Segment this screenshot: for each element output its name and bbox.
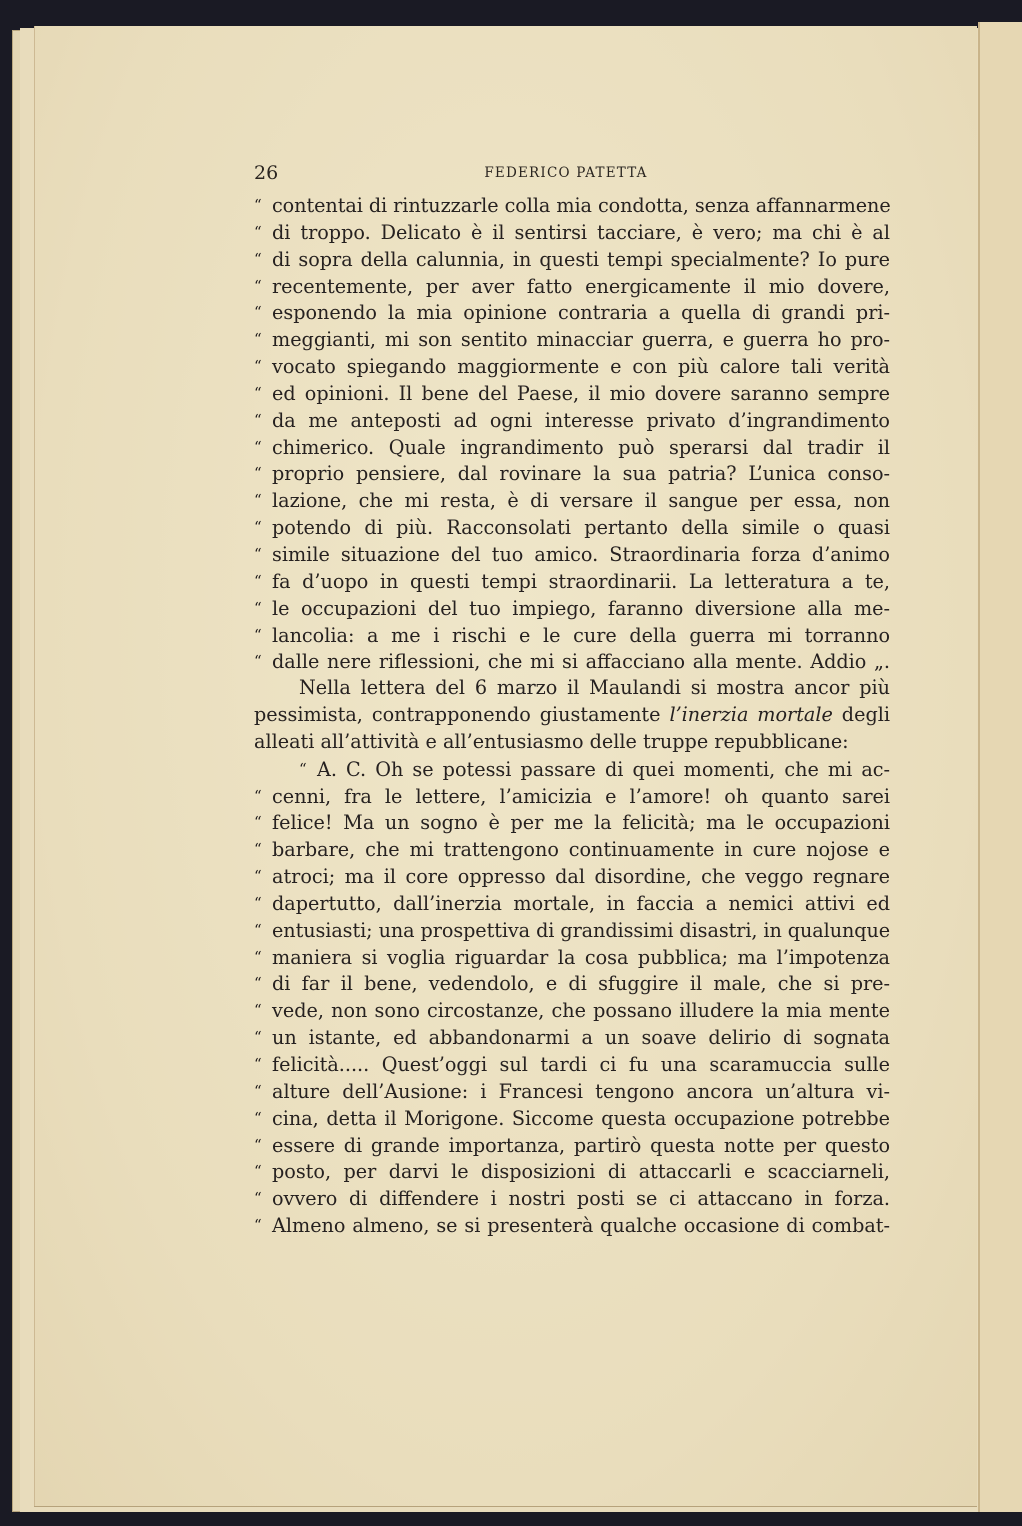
line-text: da me anteposti ad ogni interesse privato d’ingrandimento xyxy=(272,408,890,432)
text-line xyxy=(254,514,890,541)
text-line xyxy=(254,622,890,649)
text-line xyxy=(254,944,890,971)
line-text: cenni, fra le lettere, l’amicizia e l’amore! oh quanto sarei xyxy=(272,784,890,808)
text-line xyxy=(254,729,890,756)
text-line xyxy=(254,917,890,944)
text-line xyxy=(254,702,890,729)
quote-mark: “ xyxy=(254,867,262,886)
text-line xyxy=(254,1158,890,1185)
quote-mark: “ xyxy=(254,518,262,537)
quote-mark: “ xyxy=(254,1189,262,1208)
line-text: meggianti, mi son sentito minacciar guerra, e guerra ho pro- xyxy=(272,328,890,352)
line-text: vocato spiegando maggiormente e con più calore tali verità xyxy=(272,355,890,379)
line-text: cina, detta il Morigone. Siccome questa occupazione potrebbe xyxy=(272,1106,890,1130)
line-text: alture dell’Ausione: i Francesi tengono ancora un’altura vi- xyxy=(272,1079,890,1103)
line-text: di far il bene, vedendolo, e di sfuggire il male, che si pre- xyxy=(272,972,890,996)
line-text: un istante, ed abbandonarmi a un soave delirio di sognata xyxy=(272,1026,890,1050)
line-text: felice! Ma un sogno è per me la felicità; ma le occupazioni xyxy=(272,811,890,835)
text-line xyxy=(254,1185,890,1212)
line-text: Almeno almeno, se si presenterà qualche occasione di combat- xyxy=(272,1214,890,1238)
quote-mark: “ xyxy=(254,920,262,939)
page-header xyxy=(254,162,878,186)
text-line xyxy=(254,783,890,810)
quote-mark: “ xyxy=(254,625,262,644)
text-line xyxy=(254,1051,890,1078)
quote-mark: “ xyxy=(254,893,262,912)
line-text: dalle nere riflessioni, che mi si affacciano alla mente. Addio „. xyxy=(272,650,890,674)
text-line xyxy=(254,836,890,863)
quote-mark: “ xyxy=(254,437,262,456)
line-text: potendo di più. Racconsolati pertanto della simile o quasi xyxy=(272,516,890,540)
line-text: ovvero di diffendere i nostri posti se ci attaccano in forza. xyxy=(272,1187,890,1211)
quote-mark: “ xyxy=(254,1135,262,1154)
line-text: fa d’uopo in questi tempi straordinarii. La letteratura a te, xyxy=(272,569,890,593)
text-line xyxy=(254,648,890,675)
quote-mark: “ xyxy=(254,491,262,510)
line-text: contentai di rintuzzarle colla mia condotta, senza affannarmene xyxy=(272,194,891,217)
text-line xyxy=(254,192,890,219)
line-text: vede, non sono circostanze, che possano illudere la mia mente xyxy=(272,999,890,1023)
line-text: entusiasti; una prospettiva di grandissimi disastri, in qualunque xyxy=(272,918,891,942)
text-line xyxy=(254,863,890,890)
quote-mark: “ xyxy=(254,222,262,241)
text-line xyxy=(254,407,890,434)
facing-page-edge xyxy=(978,22,1022,1512)
line-text: lancolia: a me i rischi e le cure della guerra mi torranno xyxy=(272,623,890,647)
text-line xyxy=(254,434,890,461)
text-line xyxy=(254,675,890,702)
text-line xyxy=(254,1212,890,1239)
text-line xyxy=(254,1132,890,1159)
quote-mark: “ xyxy=(299,759,307,778)
quote-mark: “ xyxy=(254,652,262,671)
text-line xyxy=(254,997,890,1024)
line-text: maniera si voglia riguardar la cosa pubblica; ma l’impotenza xyxy=(272,945,890,969)
text-line xyxy=(254,299,890,326)
quote-mark: “ xyxy=(254,357,262,376)
text-line xyxy=(254,353,890,380)
text-line xyxy=(254,541,890,568)
quote-mark: “ xyxy=(254,1028,262,1047)
quote-mark: “ xyxy=(254,383,262,402)
quote-mark: “ xyxy=(254,1055,262,1073)
line-text: degli xyxy=(832,703,890,727)
text-line xyxy=(254,756,890,783)
line-text: essere di grande importanza, partirò questa notte per questo xyxy=(272,1133,890,1157)
quote-mark: “ xyxy=(254,410,262,429)
quote-mark: “ xyxy=(254,303,262,322)
quote-mark: “ xyxy=(254,249,262,268)
quote-mark: “ xyxy=(254,330,262,349)
line-text: dapertutto, dall’inerzia mortale, in faccia a nemici attivi ed xyxy=(272,891,890,915)
quote-mark: “ xyxy=(254,1001,262,1020)
running-title: FEDERICO PATETTA xyxy=(484,165,648,181)
text-line xyxy=(254,326,890,353)
text-line xyxy=(254,460,890,487)
quote-mark: “ xyxy=(254,276,262,295)
page-number: 26 xyxy=(254,162,279,184)
quote-mark: “ xyxy=(254,1162,262,1181)
text-line xyxy=(254,487,890,514)
quote-mark: “ xyxy=(254,464,262,483)
body-text xyxy=(254,192,890,1239)
quote-mark: “ xyxy=(254,786,262,805)
quote-mark: “ xyxy=(254,1081,262,1100)
line-text: esponendo la mia opinione contraria a quella di grandi pri- xyxy=(272,301,890,325)
quote-mark: “ xyxy=(254,840,262,859)
line-text: A. C. Oh se potessi passare di quei momenti, che mi ac- xyxy=(317,757,890,781)
quote-mark: “ xyxy=(254,1108,262,1127)
line-text: pessimista, contrapponendo giustamente xyxy=(254,703,670,727)
line-text: ed opinioni. Il bene del Paese, il mio dovere saranno sempre xyxy=(272,381,890,405)
italic-phrase: l’inerzia mortale xyxy=(669,703,833,727)
text-line xyxy=(254,380,890,407)
quote-mark: “ xyxy=(254,544,262,563)
text-line xyxy=(254,568,890,595)
quote-mark: “ xyxy=(254,1216,262,1235)
text-line xyxy=(254,1105,890,1132)
text-line xyxy=(254,809,890,836)
quote-mark: “ xyxy=(254,813,262,832)
quote-mark: “ xyxy=(254,974,262,993)
line-text: recentemente, per aver fatto energicamente il mio dovere, xyxy=(272,274,890,298)
text-line xyxy=(254,246,890,273)
text-line xyxy=(254,890,890,917)
quote-mark: “ xyxy=(254,947,262,966)
quote-mark: “ xyxy=(254,598,262,617)
line-text: barbare, che mi trattengono continuamente in cure nojose e xyxy=(272,838,890,862)
text-line xyxy=(254,1024,890,1051)
line-text: proprio pensiere, dal rovinare la sua patria? L’unica conso- xyxy=(272,462,890,486)
line-text: posto, per darvi le disposizioni di attaccarli e scacciarneli, xyxy=(272,1160,890,1184)
text-line xyxy=(254,219,890,246)
line-text: lazione, che mi resta, è di versare il sangue per essa, non xyxy=(272,489,890,513)
text-line xyxy=(254,273,890,300)
line-text: di troppo. Delicato è il sentirsi tacciare, è vero; ma chi è al xyxy=(272,220,890,244)
line-text: alleati all’attività e all’entusiasmo delle truppe repubblicane: xyxy=(254,729,849,753)
text-line xyxy=(254,595,890,622)
text-line xyxy=(254,1078,890,1105)
line-text: simile situazione del tuo amico. Straordinaria forza d’animo xyxy=(272,542,890,566)
quote-mark: “ xyxy=(254,196,262,214)
line-text: felicità..... Quest’oggi sul tardi ci fu una scaramuccia sulle xyxy=(272,1053,890,1076)
line-text: atroci; ma il core oppresso dal disordine, che veggo regnare xyxy=(272,865,890,889)
line-text: le occupazioni del tuo impiego, faranno diversione alla me- xyxy=(272,596,890,620)
text-line xyxy=(254,970,890,997)
quote-mark: “ xyxy=(254,571,262,590)
line-text: chimerico. Quale ingrandimento può sperarsi dal tradir il xyxy=(272,435,890,459)
line-text: Nella lettera del 6 marzo il Maulandi si mostra ancor più xyxy=(299,676,890,700)
line-text: di sopra della calunnia, in questi tempi specialmente? Io pure xyxy=(272,247,890,271)
